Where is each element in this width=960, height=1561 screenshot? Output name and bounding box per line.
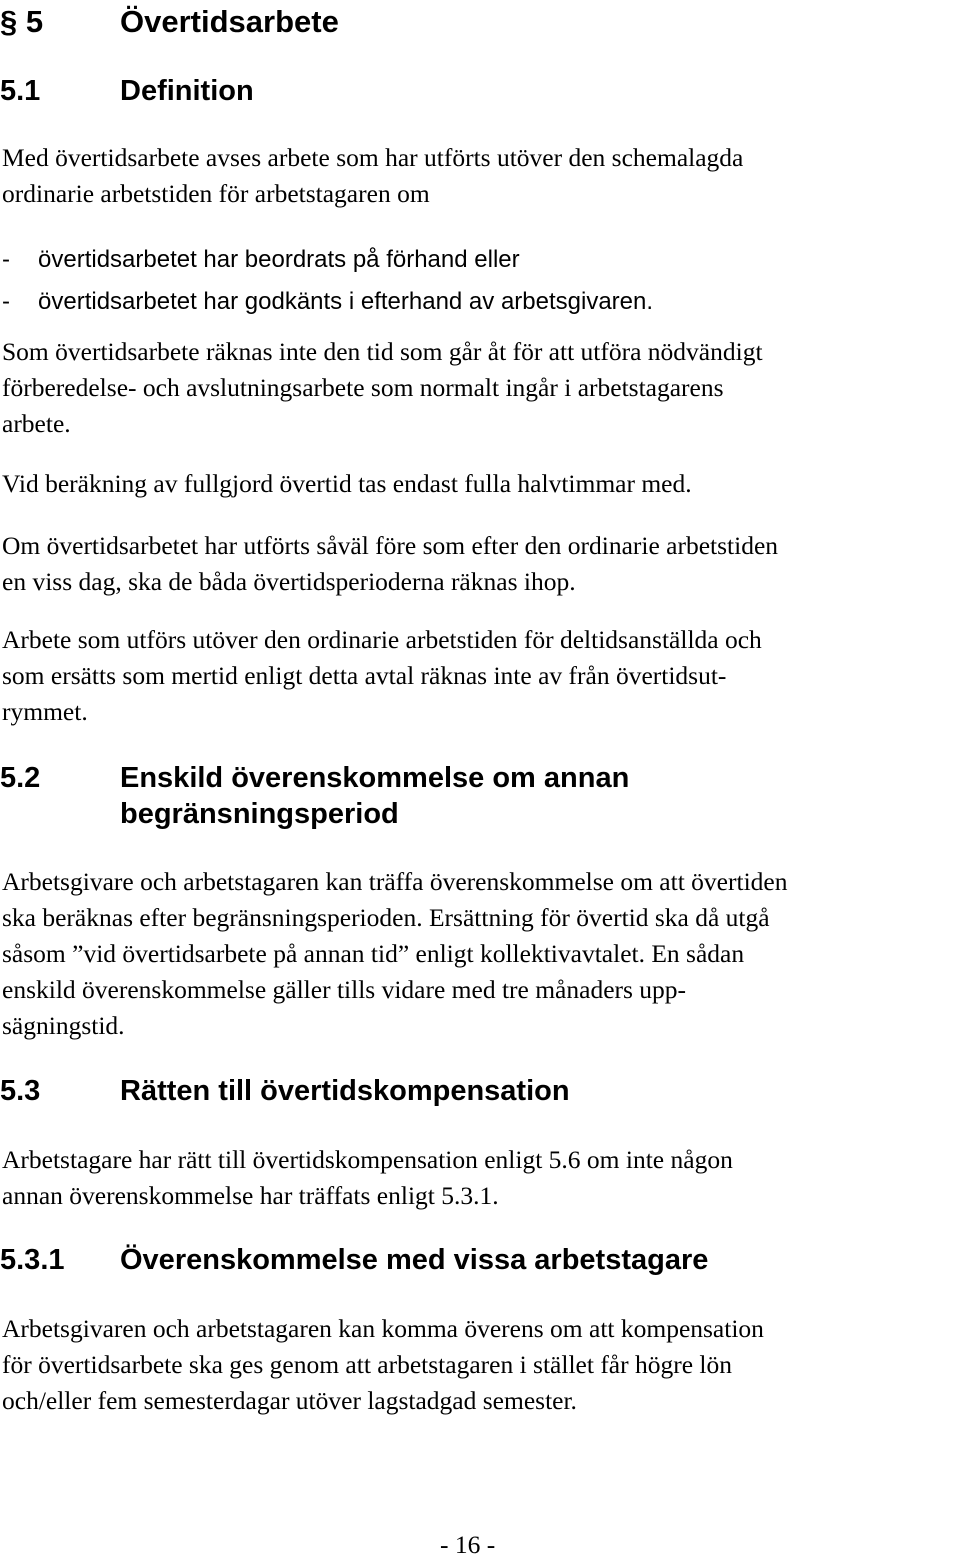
list-item — [2, 236, 653, 284]
text-line: ordinarie arbetstiden för arbetstagaren om — [2, 179, 430, 208]
section-heading — [0, 4, 400, 44]
paragraph-certain-employees — [2, 1311, 764, 1419]
subsection-title-line: begränsningsperiod — [120, 798, 399, 830]
list-item — [2, 278, 653, 326]
subsection-number: 5.1 — [0, 75, 41, 107]
text-line: arbete. — [2, 409, 71, 438]
subsection-number: 5.3.1 — [0, 1244, 65, 1276]
text-line: Med övertidsarbete avses arbete som har utförts utöver den schemalagda — [2, 143, 744, 172]
list-item-text: övertidsarbetet har beordrats på förhand eller — [38, 246, 520, 273]
text-line: sägningstid. — [2, 1011, 125, 1040]
section-title: Övertidsarbete — [120, 4, 339, 39]
paragraph-part-time — [2, 622, 762, 730]
text-line: rymmet. — [2, 697, 88, 726]
text-line: enskild överenskommelse gäller tills vidare med tre månaders upp- — [2, 975, 687, 1004]
subsection-number: 5.3 — [0, 1075, 41, 1107]
page-number: - 16 - — [440, 1530, 496, 1559]
paragraph-exclusions — [2, 334, 763, 442]
text-line: annan överenskommelse har träffats enligt 5.3.1. — [2, 1181, 499, 1210]
bullet-marker: - — [2, 246, 10, 273]
subsection-title-line: Enskild överenskommelse om annan — [120, 762, 630, 794]
text-line: såsom ”vid övertidsarbete på annan tid” enligt kollektivavtalet. En sådan — [2, 939, 745, 968]
bullet-list — [2, 236, 653, 326]
text-line: en viss dag, ska de båda övertidsperioderna räknas ihop. — [2, 567, 576, 596]
subsection-title: Definition — [120, 75, 254, 107]
paragraph-definition-intro — [2, 140, 743, 212]
subsection-heading-5-2 — [0, 762, 700, 838]
subsection-number: 5.2 — [0, 762, 41, 794]
paragraph-individual-agreement — [2, 864, 787, 1044]
text-line: Arbetsgivare och arbetstagaren kan träffa överenskommelse om att övertiden — [2, 867, 788, 896]
text-line: Arbete som utförs utöver den ordinarie arbetstiden för deltidsanställda och — [2, 625, 762, 654]
subsection-heading-5-3 — [0, 1075, 700, 1111]
subsection-title: Överenskommelse med vissa arbetstagare — [120, 1244, 709, 1276]
text-line: Arbetstagare har rätt till övertidskompensation enligt 5.6 om inte någon — [2, 1145, 733, 1174]
paragraph-combined-periods — [2, 528, 778, 600]
paragraph-half-hours — [2, 466, 692, 502]
text-line: för övertidsarbete ska ges genom att arbetstagaren i stället får högre lön — [2, 1350, 733, 1379]
subsection-heading-5-3-1 — [0, 1244, 800, 1280]
text-line: Som övertidsarbete räknas inte den tid som går åt för att utföra nödvändigt — [2, 337, 763, 366]
text-line: och/eller fem semesterdagar utöver lagstadgad semester. — [2, 1386, 577, 1415]
text-line: Arbetsgivaren och arbetstagaren kan komma överens om att kompensation — [2, 1314, 764, 1343]
paragraph-compensation-right — [2, 1142, 733, 1214]
bullet-marker: - — [2, 288, 10, 315]
text-line: som ersätts som mertid enligt detta avtal räknas inte av från övertidsut- — [2, 661, 727, 690]
subsection-title: Rätten till övertidskompensation — [120, 1075, 570, 1107]
text-line: Vid beräkning av fullgjord övertid tas endast fulla halvtimmar med. — [2, 469, 692, 498]
text-line: ska beräknas efter begränsningsperioden. Ersättning för övertid ska då utgå — [2, 903, 770, 932]
subsection-heading-5-1 — [0, 75, 400, 111]
section-number: § 5 — [0, 4, 44, 39]
text-line: Om övertidsarbetet har utförts såväl före som efter den ordinarie arbetstiden — [2, 531, 779, 560]
text-line: förberedelse- och avslutningsarbete som normalt ingår i arbetstagarens — [2, 373, 724, 402]
list-item-text: övertidsarbetet har godkänts i efterhand av arbetsgivaren. — [38, 288, 654, 315]
